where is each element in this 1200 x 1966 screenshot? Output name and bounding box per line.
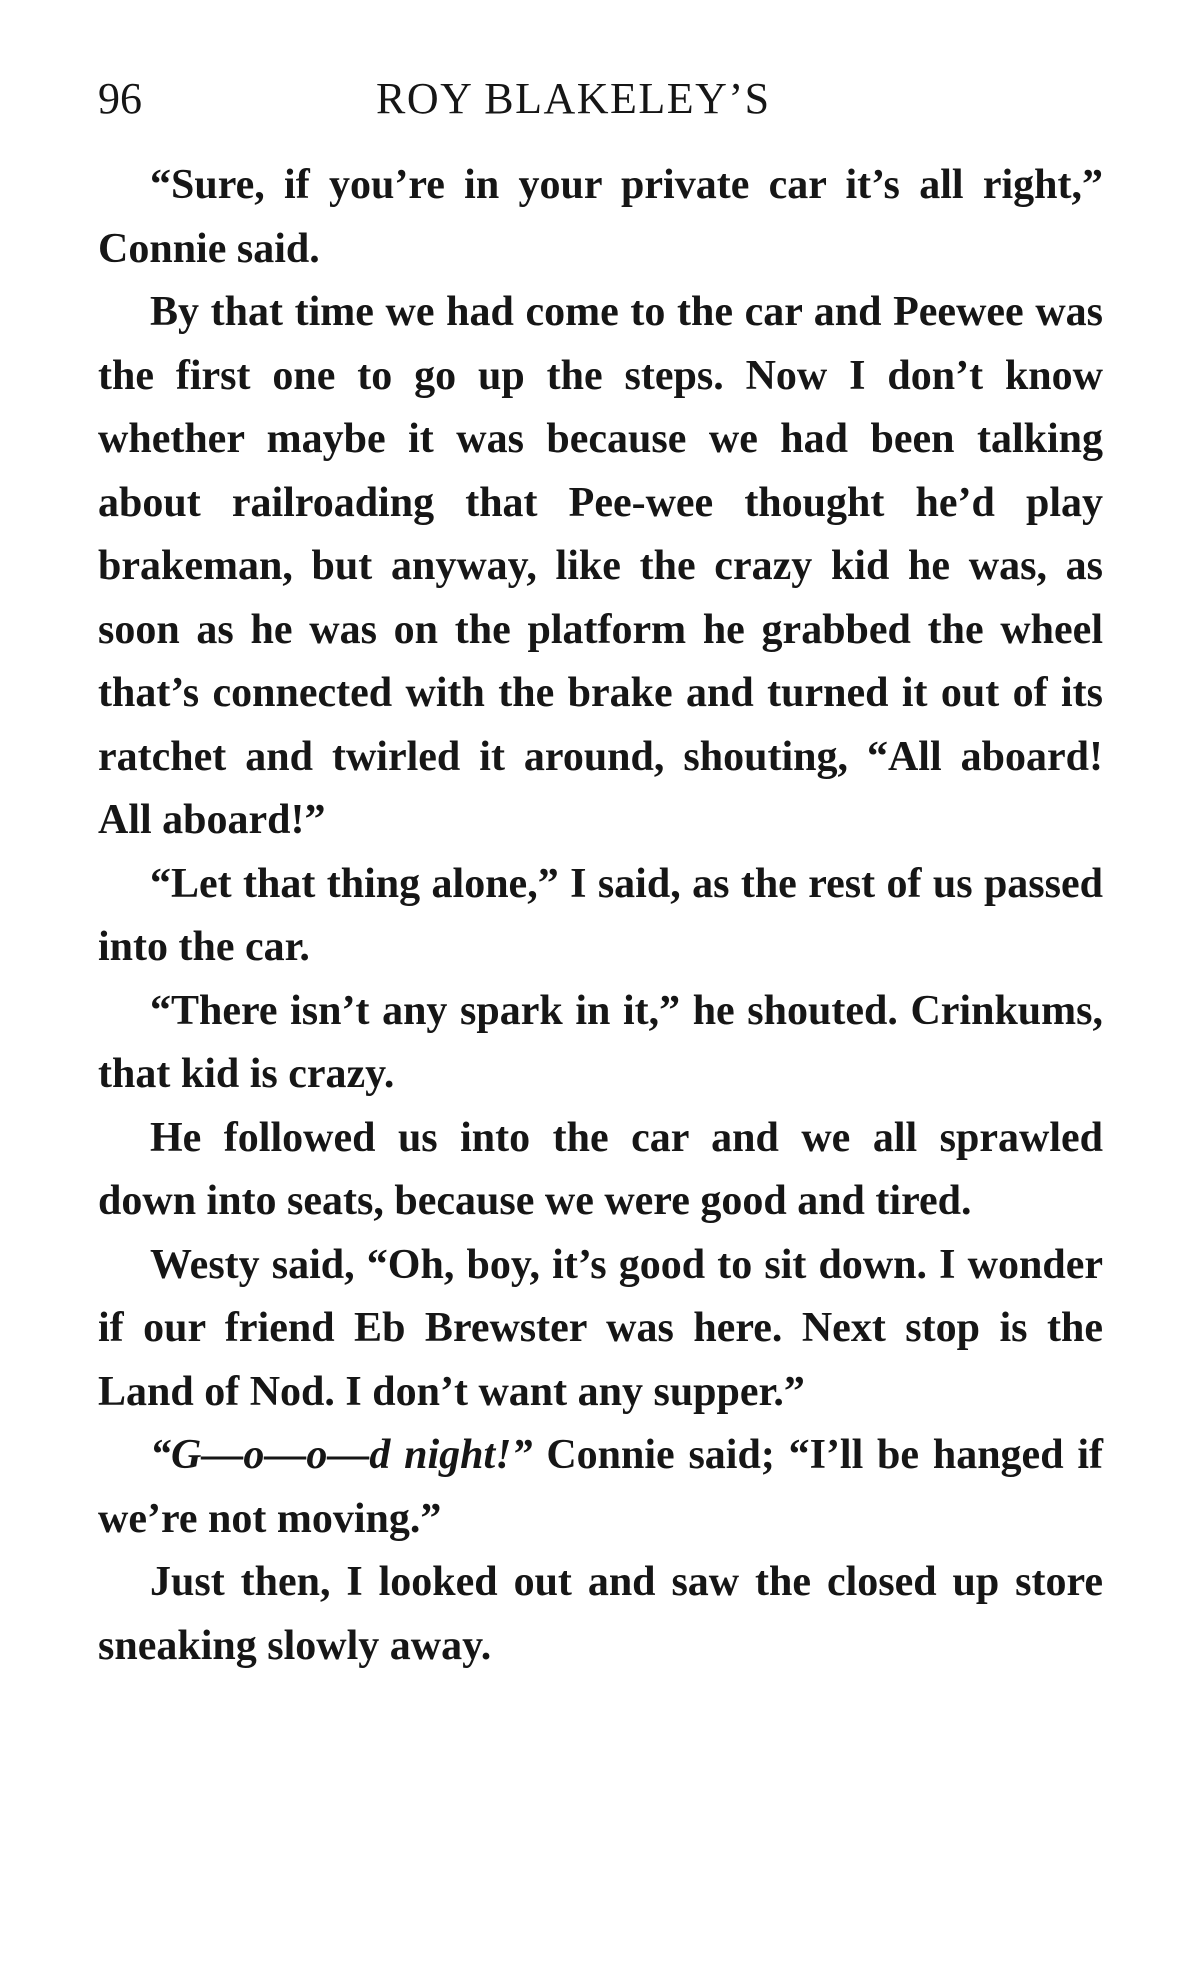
paragraph: Just then, I looked out and saw the closed up store sneaking slowly away. — [98, 1559, 1103, 1669]
body-text — [98, 154, 1103, 1678]
page-number: 96 — [98, 74, 142, 123]
paragraph: “There isn’t any spark in it,” he shouted. Crinkums, that kid is crazy. — [98, 987, 1103, 1097]
paragraph: “Let that thing alone,” I said, as the rest of us passed into the car. — [98, 860, 1103, 970]
running-title: ROY BLAKELEY’S — [376, 74, 771, 123]
paragraph — [98, 1424, 1103, 1551]
paragraph: Westy said, “Oh, boy, it’s good to sit down. I wonder if our friend Eb Brewster was here. Next stop is the Land of Nod. I don’t want any supper.” — [98, 1241, 1103, 1415]
paragraph: He followed us into the car and we all sprawled down into seats, because we were good and tired. — [98, 1114, 1103, 1224]
italic-dialogue: “G—o—o—d night!” — [150, 1432, 533, 1478]
paragraph: By that time we had come to the car and Peewee was the first one to go up the steps. Now I don’t know whether maybe it was because we had been talking about railroading that Pee-wee thought he’d play brakeman, but anyway, like the crazy kid he was, as soon as he was on the platform he grabbed the wheel that’s connected with the brake and turned it out of its ratchet and twirled it around, shouting, “All aboard! All aboard!” — [98, 289, 1103, 843]
paragraph-text: Connie said; “I’ll be hanged if we’re not moving.” — [98, 1432, 1104, 1542]
paragraph: “Sure, if you’re in your private car it’s all right,” Connie said. — [98, 162, 1103, 272]
running-head — [98, 64, 1108, 134]
